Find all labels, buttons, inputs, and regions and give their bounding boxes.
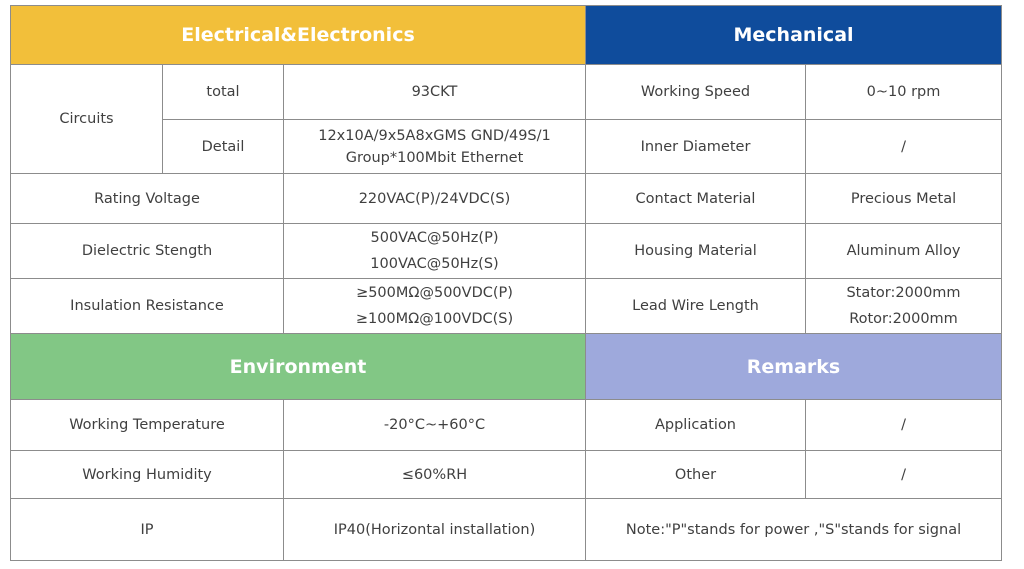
insulation-resistance-label: Insulation Resistance xyxy=(11,279,284,334)
total-value: 93CKT xyxy=(284,65,586,120)
detail-label: Detail xyxy=(163,120,284,174)
table-row xyxy=(11,499,1002,561)
insulation-line-1: ≥500MΩ@500VDC(P) xyxy=(356,285,513,301)
other-value: / xyxy=(806,451,1002,499)
insulation-resistance-value xyxy=(284,279,586,334)
working-temperature-label: Working Temperature xyxy=(11,400,284,451)
table-row xyxy=(11,65,1002,120)
inner-diameter-label: Inner Diameter xyxy=(586,120,806,174)
detail-line-2: Group*100Mbit Ethernet xyxy=(345,149,524,166)
housing-material-label: Housing Material xyxy=(586,224,806,279)
detail-line-1: 12x10A/9x5A8xGMS GND/49S/1 xyxy=(318,127,551,144)
other-label: Other xyxy=(586,451,806,499)
lead-wire-length-value xyxy=(806,279,1002,334)
contact-material-label: Contact Material xyxy=(586,174,806,224)
dielectric-strength-label: Dielectric Stength xyxy=(11,224,284,279)
table-row xyxy=(11,400,1002,451)
dielectric-strength-value xyxy=(284,224,586,279)
lead-wire-length-label: Lead Wire Length xyxy=(586,279,806,334)
working-humidity-value: ≤60%RH xyxy=(284,451,586,499)
rating-voltage-value: 220VAC(P)/24VDC(S) xyxy=(284,174,586,224)
lead-line-2: Rotor:2000mm xyxy=(849,311,958,327)
remarks-note: Note:"P"stands for power ,"S"stands for signal xyxy=(586,499,1002,561)
section-header-environment: Environment xyxy=(11,334,586,400)
working-temperature-value: -20°C~+60°C xyxy=(284,400,586,451)
working-speed-value: 0~10 rpm xyxy=(806,65,1002,120)
spec-table-container xyxy=(10,5,1002,561)
spec-table xyxy=(10,5,1002,561)
ip-value: IP40(Horizontal installation) xyxy=(284,499,586,561)
table-row xyxy=(11,334,1002,400)
housing-material-value: Aluminum Alloy xyxy=(806,224,1002,279)
application-value: / xyxy=(806,400,1002,451)
dielectric-line-1: 500VAC@50Hz(P) xyxy=(370,230,499,246)
section-header-mechanical: Mechanical xyxy=(586,6,1002,65)
rating-voltage-label: Rating Voltage xyxy=(11,174,284,224)
circuits-label: Circuits xyxy=(11,65,163,174)
dielectric-line-2: 100VAC@50Hz(S) xyxy=(370,256,499,272)
working-humidity-label: Working Humidity xyxy=(11,451,284,499)
table-row xyxy=(11,451,1002,499)
section-header-remarks: Remarks xyxy=(586,334,1002,400)
ip-label: IP xyxy=(11,499,284,561)
insulation-line-2: ≥100MΩ@100VDC(S) xyxy=(355,311,514,327)
lead-line-1: Stator:2000mm xyxy=(846,285,961,301)
working-speed-label: Working Speed xyxy=(586,65,806,120)
application-label: Application xyxy=(586,400,806,451)
section-header-electrical: Electrical&Electronics xyxy=(11,6,586,65)
contact-material-value: Precious Metal xyxy=(806,174,1002,224)
detail-value xyxy=(284,120,586,174)
table-row xyxy=(11,174,1002,224)
table-row xyxy=(11,224,1002,279)
total-label: total xyxy=(163,65,284,120)
inner-diameter-value: / xyxy=(806,120,1002,174)
table-row xyxy=(11,6,1002,65)
table-row xyxy=(11,279,1002,334)
